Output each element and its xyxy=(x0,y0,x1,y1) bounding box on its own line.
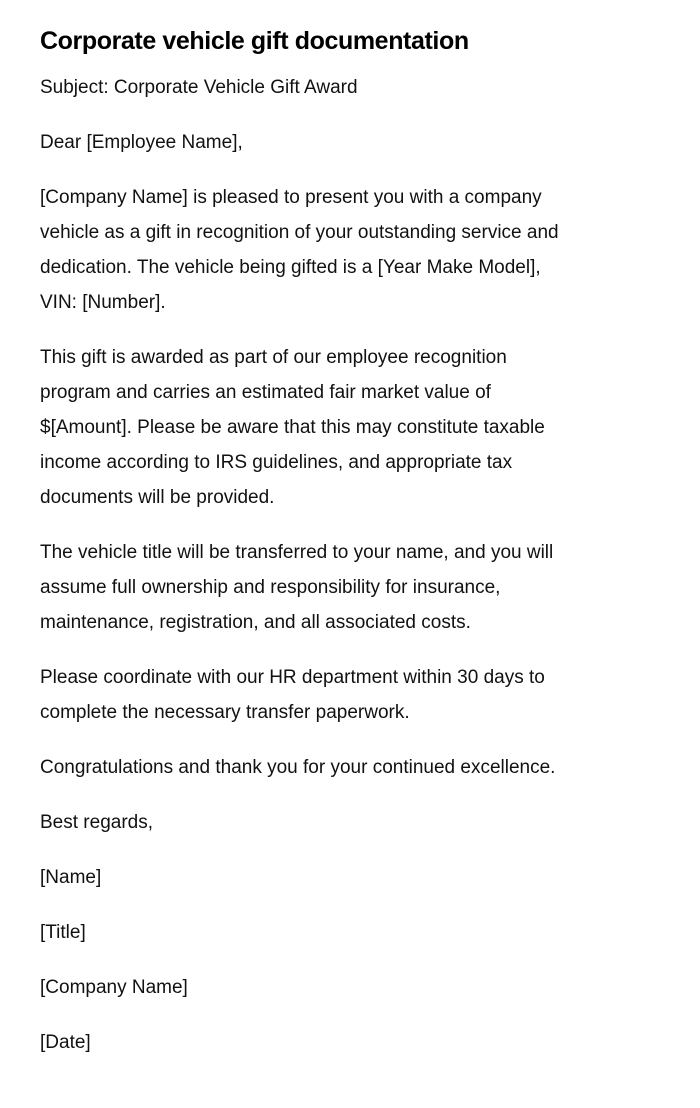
signature-company: [Company Name] xyxy=(40,977,188,998)
text-line: The vehicle title will be transferred to your name, and you will xyxy=(40,542,554,563)
text-line: maintenance, registration, and all associated costs. xyxy=(40,612,471,633)
paragraph-hr-coordination xyxy=(40,660,660,730)
sign-off: Best regards, xyxy=(40,812,153,833)
greeting: Dear [Employee Name], xyxy=(40,132,243,153)
text-line: dedication. The vehicle being gifted is a [Year Make Model], xyxy=(40,257,541,278)
closing-thanks: Congratulations and thank you for your continued excellence. xyxy=(40,757,556,778)
text-line: assume full ownership and responsibility for insurance, xyxy=(40,577,501,598)
text-line: This gift is awarded as part of our employee recognition xyxy=(40,347,507,368)
text-line: VIN: [Number]. xyxy=(40,292,166,313)
paragraph-gift-announcement xyxy=(40,180,660,320)
text-line: vehicle as a gift in recognition of your outstanding service and xyxy=(40,222,559,243)
text-line: documents will be provided. xyxy=(40,487,275,508)
text-line: $[Amount]. Please be aware that this may constitute taxable xyxy=(40,417,545,438)
text-line: [Company Name] is pleased to present you with a company xyxy=(40,187,542,208)
document-title: Corporate vehicle gift documentation xyxy=(40,27,469,55)
text-line: complete the necessary transfer paperwork. xyxy=(40,702,410,723)
paragraph-ownership-transfer xyxy=(40,535,660,640)
paragraph-tax-notice xyxy=(40,340,660,515)
text-line: income according to IRS guidelines, and appropriate tax xyxy=(40,452,513,473)
subject-line: Subject: Corporate Vehicle Gift Award xyxy=(40,77,358,98)
text-line: Please coordinate with our HR department within 30 days to xyxy=(40,667,545,688)
signature-name: [Name] xyxy=(40,867,102,888)
signature-date: [Date] xyxy=(40,1032,91,1053)
text-line: program and carries an estimated fair market value of xyxy=(40,382,491,403)
signature-title: [Title] xyxy=(40,922,86,943)
